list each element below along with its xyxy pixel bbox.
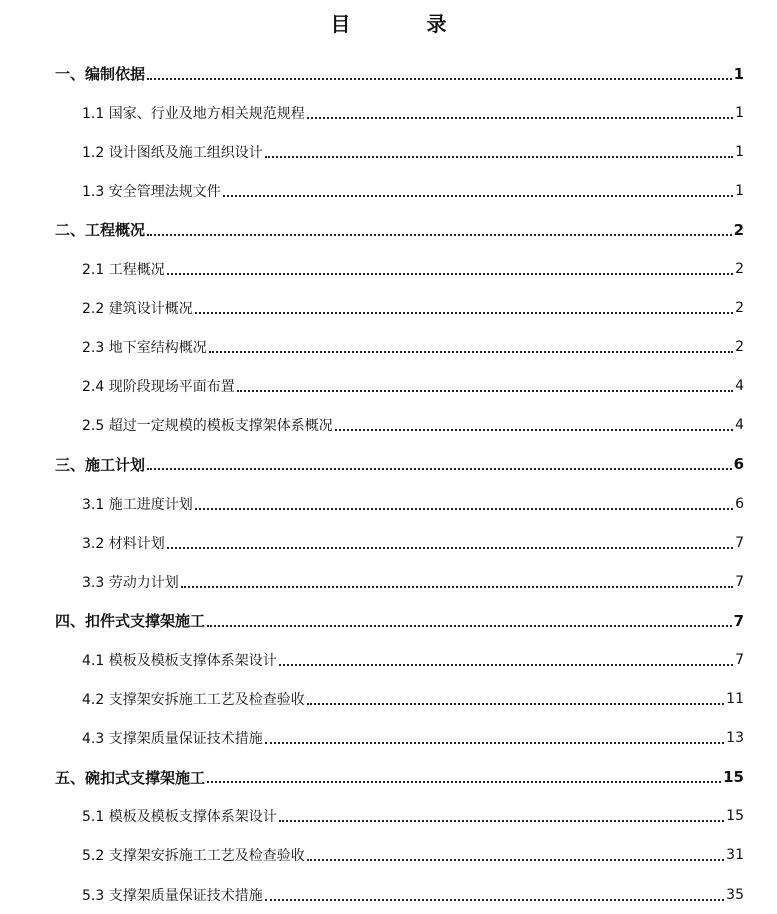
toc-entry-page-number: 31	[726, 847, 744, 864]
dot-leader	[207, 781, 721, 783]
toc-entry-label: 5.1 模板及模板支撑体系架设计	[82, 809, 277, 826]
toc-section-entry[interactable]	[0, 171, 777, 210]
toc-entry-label: 四、扣件式支撑架施工	[55, 612, 206, 631]
dot-leader	[335, 429, 733, 431]
toc-section-entry[interactable]	[0, 875, 777, 914]
dot-leader	[223, 195, 733, 197]
toc-section-entry[interactable]	[0, 640, 777, 679]
toc-entry-page-number: 7	[735, 534, 744, 551]
toc-entry-label: 二、工程概况	[55, 221, 146, 240]
toc-entry-label: 4.3 支撑架质量保证技术措施	[82, 731, 263, 748]
toc-entry-label: 1.1 国家、行业及地方相关规范规程	[82, 105, 305, 122]
toc-entry-label: 2.3 地下室结构概况	[82, 340, 207, 357]
toc-section-entry[interactable]	[0, 719, 777, 758]
dot-leader	[195, 312, 733, 314]
toc-section-entry[interactable]	[0, 797, 777, 836]
dot-leader	[265, 742, 724, 744]
toc-entry-label: 2.2 建筑设计概况	[82, 301, 193, 318]
dot-leader	[307, 117, 733, 119]
page-title: 目 录	[330, 12, 475, 36]
dot-leader	[307, 859, 724, 861]
toc-entry-label: 5.2 支撑架安拆施工工艺及检查验收	[82, 848, 305, 865]
toc-entry-page-number: 2	[735, 339, 744, 356]
toc-section-entry[interactable]	[0, 523, 777, 562]
toc-entry-page-number: 4	[735, 417, 744, 434]
toc-section-entry[interactable]	[0, 836, 777, 875]
toc-section-entry[interactable]	[0, 367, 777, 406]
toc-entry-page-number: 7	[735, 573, 744, 590]
toc-entry-page-number: 2	[735, 300, 744, 317]
toc-entry-page-number: 15	[726, 808, 744, 825]
toc-entry-label: 3.2 材料计划	[82, 535, 165, 552]
toc-section-entry[interactable]	[0, 249, 777, 288]
dot-leader	[147, 468, 732, 470]
toc-chapter-entry[interactable]	[0, 54, 777, 93]
toc-entry-page-number: 1	[733, 64, 744, 83]
toc-entry-label: 1.3 安全管理法规文件	[82, 183, 221, 200]
dot-leader	[237, 390, 733, 392]
dot-leader	[167, 547, 733, 549]
toc-entry-page-number: 1	[735, 143, 744, 160]
toc-entry-page-number: 15	[723, 768, 744, 787]
toc-entry-label: 3.1 施工进度计划	[82, 496, 193, 513]
toc-entry-page-number: 1	[735, 182, 744, 199]
dot-leader	[279, 664, 733, 666]
toc-section-entry[interactable]	[0, 328, 777, 367]
toc-entry-label: 5.3 支撑架质量保证技术措施	[82, 887, 263, 904]
toc-entry-page-number: 6	[735, 495, 744, 512]
dot-leader	[181, 586, 733, 588]
dot-leader	[307, 703, 724, 705]
toc-entry-label: 三、施工计划	[55, 455, 146, 474]
dot-leader	[279, 820, 724, 822]
table-of-contents	[0, 54, 777, 914]
dot-leader	[147, 78, 732, 80]
toc-entry-label: 2.1 工程概况	[82, 262, 165, 279]
toc-entry-page-number: 4	[735, 378, 744, 395]
dot-leader	[265, 156, 733, 158]
toc-entry-page-number: 7	[735, 651, 744, 668]
toc-entry-page-number: 13	[726, 730, 744, 747]
toc-entry-page-number: 1	[735, 104, 744, 121]
toc-chapter-entry[interactable]	[0, 445, 777, 484]
toc-entry-page-number: 11	[726, 691, 744, 708]
toc-entry-page-number: 2	[733, 220, 744, 239]
toc-section-entry[interactable]	[0, 93, 777, 132]
toc-entry-label: 4.1 模板及模板支撑体系架设计	[82, 652, 277, 669]
toc-chapter-entry[interactable]	[0, 758, 777, 797]
toc-entry-label: 五、碗扣式支撑架施工	[55, 768, 206, 787]
toc-entry-label: 1.2 设计图纸及施工组织设计	[82, 144, 263, 161]
toc-section-entry[interactable]	[0, 132, 777, 171]
dot-leader	[167, 273, 733, 275]
toc-entry-page-number: 7	[733, 611, 744, 630]
toc-entry-label: 一、编制依据	[55, 65, 146, 84]
dot-leader	[265, 899, 724, 901]
toc-entry-label: 4.2 支撑架安拆施工工艺及检查验收	[82, 692, 305, 709]
toc-entry-page-number: 2	[735, 261, 744, 278]
toc-section-entry[interactable]	[0, 562, 777, 601]
toc-section-entry[interactable]	[0, 289, 777, 328]
toc-chapter-entry[interactable]	[0, 210, 777, 249]
toc-section-entry[interactable]	[0, 406, 777, 445]
toc-section-entry[interactable]	[0, 680, 777, 719]
dot-leader	[207, 625, 732, 627]
toc-entry-page-number: 35	[726, 886, 744, 903]
dot-leader	[195, 508, 733, 510]
dot-leader	[209, 351, 733, 353]
toc-entry-label: 3.3 劳动力计划	[82, 574, 179, 591]
toc-entry-label: 2.5 超过一定规模的模板支撑架体系概况	[82, 418, 333, 435]
toc-section-entry[interactable]	[0, 484, 777, 523]
toc-entry-page-number: 6	[733, 455, 744, 474]
toc-entry-label: 2.4 现阶段现场平面布置	[82, 379, 235, 396]
dot-leader	[147, 234, 732, 236]
toc-chapter-entry[interactable]	[0, 601, 777, 640]
